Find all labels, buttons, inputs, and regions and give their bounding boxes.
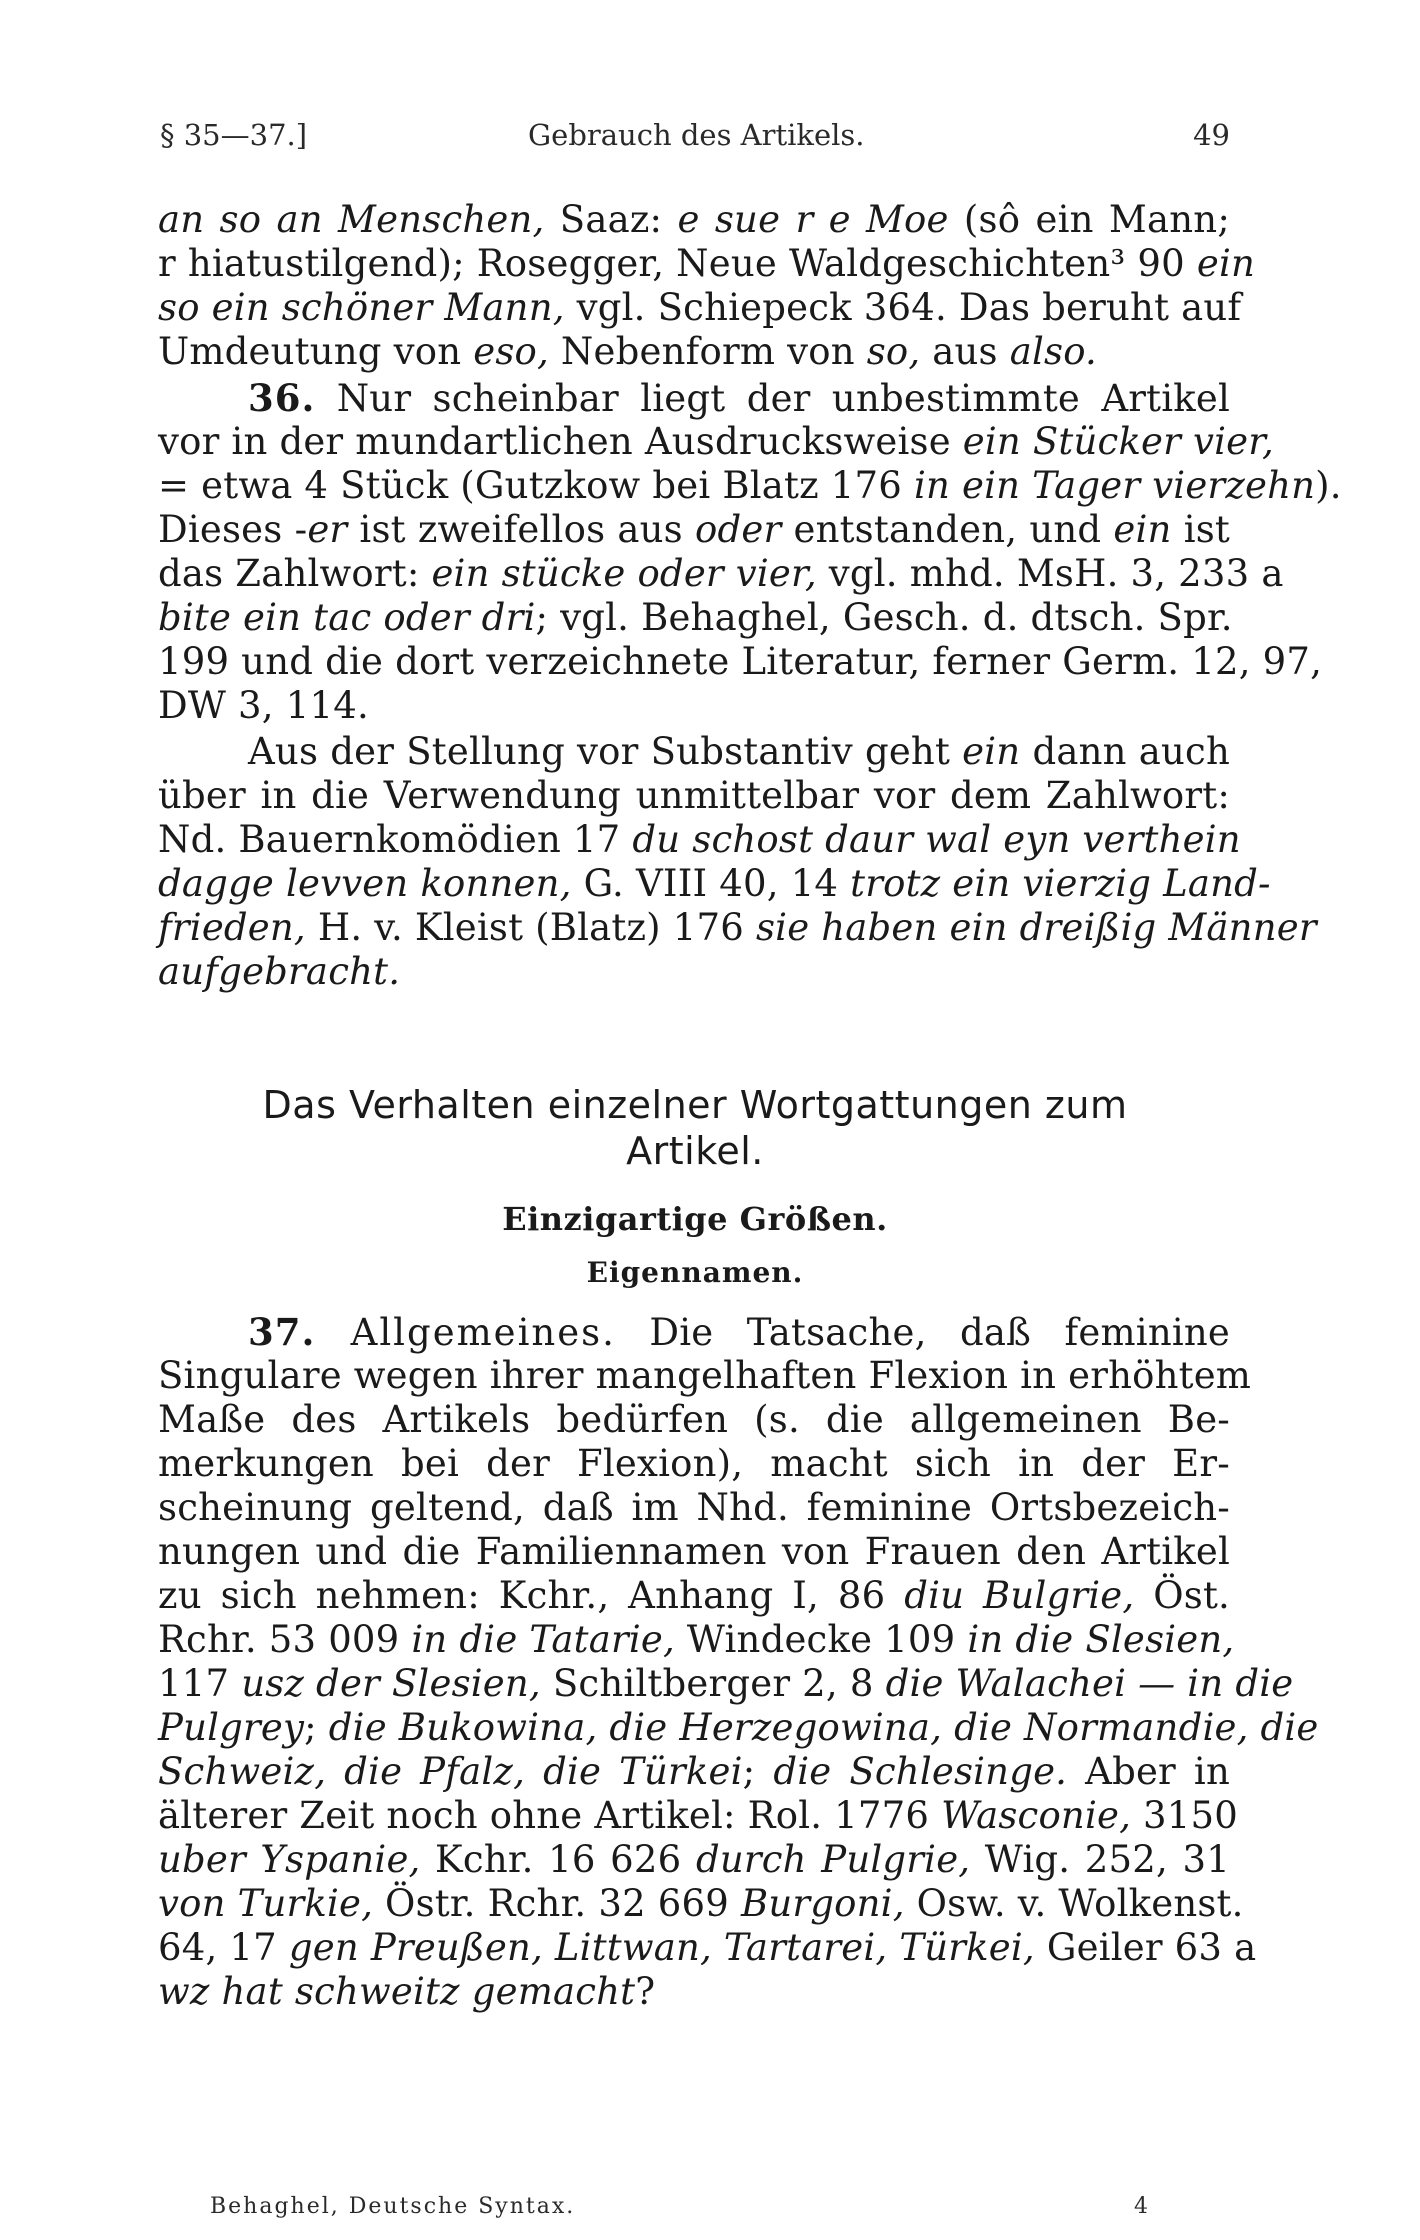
chapter-heading: Das Verhalten einzelner Wortgattungen zum Artikel. (262, 1083, 1128, 1173)
subsection-heading: Eigennamen. (586, 1256, 804, 1289)
paragraph-36-start: 36. Nur scheinbar liegt der unbestimmte Artikel (248, 376, 1230, 420)
text-line: Aus der Stellung vor Substantiv geht ein dann auch (248, 730, 1230, 773)
text-line: das Zahlwort: ein stücke oder vier, vgl. mhd. MsH. 3, 233 a (158, 552, 1284, 595)
text-line: scheinung geltend, daß im Nhd. feminine Ortsbezeich- (158, 1486, 1230, 1529)
header-page-number: 49 (1193, 118, 1230, 152)
text-line: vor in der mundartlichen Ausdrucksweise ein Stücker vier, (158, 420, 1275, 463)
text-line: nungen und die Familiennamen von Frauen den Artikel (158, 1530, 1230, 1573)
text-line: 117 usz der Slesien, Schiltberger 2, 8 die Walachei — in die (158, 1662, 1294, 1705)
footer-book-title: Behaghel, Deutsche Syntax. (210, 2194, 576, 2219)
text-line: über in die Verwendung unmittelbar vor dem Zahlwort: (158, 774, 1230, 817)
running-header (160, 118, 1230, 158)
text-line: dagge levven konnen, G. VIII 40, 14 trotz ein vierzig Land- (158, 862, 1271, 905)
header-title: Gebrauch des Artikels. (528, 118, 865, 152)
text-line: wz hat schweitz gemacht? (158, 1970, 656, 2013)
text-line: Dieses -er ist zweifellos aus oder entstanden, und ein ist (158, 508, 1230, 551)
paragraph-37-start: 37. Allgemeines. Die Tatsache, daß feminine (248, 1310, 1231, 1354)
text-line: Pulgrey; die Bukowina, die Herzegowina, die Normandie, die (158, 1706, 1319, 1749)
text-line: r hiatustilgend); Rosegger, Neue Waldgeschichten³ 90 ein (158, 242, 1256, 285)
section-number-37: 37. (248, 1310, 316, 1354)
text-line: 199 und die dort verzeichnete Literatur, ferner Germ. 12, 97, (158, 640, 1323, 683)
text-line: an so an Menschen, Saaz: e sue r e Moe (sô ein Mann; (158, 198, 1230, 241)
text-line: uber Yspanie, Kchr. 16 626 durch Pulgrie, Wig. 252, 31 (158, 1838, 1230, 1881)
text-line: älterer Zeit noch ohne Artikel: Rol. 1776 Wasconie, 3150 (158, 1794, 1238, 1837)
text-line: Umdeutung von eso, Nebenform von so, aus also. (158, 330, 1097, 373)
text-line: Nd. Bauernkomödien 17 du schost daur wal eyn verthein (158, 818, 1241, 861)
text-line: aufgebracht. (158, 950, 401, 993)
text-line: DW 3, 114. (158, 684, 369, 727)
text-line: von Turkie, Östr. Rchr. 32 669 Burgoni, Osw. v. Wolkenst. (158, 1882, 1244, 1925)
text-line: 64, 17 gen Preußen, Littwan, Tartarei, Türkei, Geiler 63 a (158, 1926, 1257, 1969)
text-line: zu sich nehmen: Kchr., Anhang I, 86 diu Bulgrie, Öst. (158, 1574, 1230, 1617)
text-line: Schweiz, die Pfalz, die Türkei; die Schlesinge. Aber in (158, 1750, 1230, 1793)
text-line: Singulare wegen ihrer mangelhaften Flexion in erhöhtem (158, 1354, 1252, 1397)
header-section-ref: § 35—37.] (160, 118, 308, 152)
text-line: so ein schöner Mann, vgl. Schiepeck 364. Das beruht auf (158, 286, 1242, 329)
text-line: = etwa 4 Stück (Gutzkow bei Blatz 176 in ein Tager vierzehn). (158, 464, 1342, 507)
footer-signature-number: 4 (1134, 2194, 1150, 2219)
section-number-36: 36. (248, 376, 316, 420)
text-line: bite ein tac oder dri; vgl. Behaghel, Gesch. d. dtsch. Spr. (158, 596, 1233, 639)
text-line: Maße des Artikels bedürfen (s. die allgemeinen Be- (158, 1398, 1230, 1441)
text-line: Rchr. 53 009 in die Tatarie, Windecke 109 in die Slesien, (158, 1618, 1235, 1661)
text-line: frieden, H. v. Kleist (Blatz) 176 sie haben ein dreißig Männer (158, 906, 1317, 949)
section-subheading: Einzigartige Größen. (502, 1200, 888, 1238)
text-line: merkungen bei der Flexion), macht sich in der Er- (158, 1442, 1230, 1485)
